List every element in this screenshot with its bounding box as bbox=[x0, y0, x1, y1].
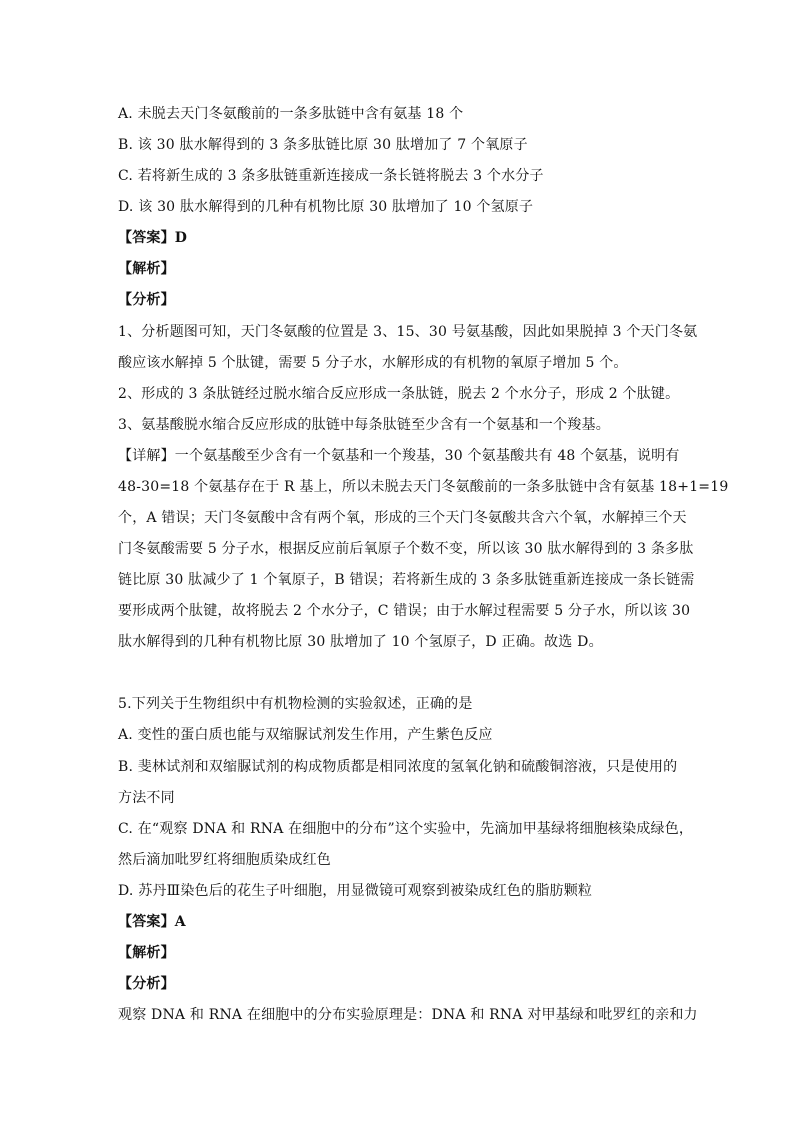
q5-option-b-line1: B. 斐林试剂和双缩脲试剂的构成物质都是相同浓度的氢氧化钠和硫酸铜溶液，只是使用的 bbox=[118, 759, 678, 775]
q5-option-d: D. 苏丹Ⅲ染色后的花生子叶细胞，用显微镜可观察到被染成红色的脂肪颗粒 bbox=[118, 883, 593, 899]
q5-analysis-heading: 【解析】 bbox=[118, 945, 175, 961]
q4-option-d: D. 该 30 肽水解得到的几种有机物比原 30 肽增加了 10 个氢原子 bbox=[118, 199, 534, 215]
q5-fenxi-heading: 【分析】 bbox=[118, 976, 175, 992]
q4-detail-2: 48-30=18 个氨基存在于 R 基上，所以未脱去天门冬氨酸前的一条多肽链中含有氨基 18+1=19 bbox=[118, 479, 729, 495]
q5-option-a: A. 变性的蛋白质也能与双缩脲试剂发生作用，产生紫色反应 bbox=[118, 727, 493, 743]
q4-answer: 【答案】D bbox=[118, 230, 188, 246]
q4-option-a: A. 未脱去天门冬氨酸前的一条多肽链中含有氨基 18 个 bbox=[118, 106, 464, 122]
q4-detail-3: 个，A 错误；天门冬氨酸中含有两个氧，形成的三个天门冬氨酸共含六个氧，水解掉三个天 bbox=[118, 510, 687, 526]
q4-option-c: C. 若将新生成的 3 条多肽链重新连接成一条长链将脱去 3 个水分子 bbox=[118, 168, 544, 184]
q5-option-b-line2: 方法不同 bbox=[118, 790, 175, 806]
q4-fenxi-1a: 1、分析题图可知，天门冬氨酸的位置是 3、15、30 号氨基酸，因此如果脱掉 3 个天门冬氨 bbox=[118, 324, 698, 340]
q5-option-c-line2: 然后滴加吡罗红将细胞质染成红色 bbox=[118, 852, 331, 868]
q5-answer: 【答案】A bbox=[118, 914, 186, 930]
q5-stem: 5.下列关于生物组织中有机物检测的实验叙述，正确的是 bbox=[118, 696, 473, 712]
q4-detail-4: 门冬氨酸需要 5 分子水，根据反应前后氧原子个数不变，所以该 30 肽水解得到的 3 条多肽 bbox=[118, 541, 694, 557]
q4-fenxi-2: 2、形成的 3 条肽链经过脱水缩合反应形成一条肽链，脱去 2 个水分子，形成 2 个肽键。 bbox=[118, 386, 680, 402]
q4-detail-7: 肽水解得到的几种有机物比原 30 肽增加了 10 个氢原子，D 正确。故选 D。 bbox=[118, 634, 603, 650]
q4-detail-6: 要形成两个肽键，故将脱去 2 个水分子，C 错误；由于水解过程需要 5 分子水，所以该 30 bbox=[118, 603, 691, 619]
q4-detail-1: 【详解】一个氨基酸至少含有一个氨基和一个羧基，30 个氨基酸共有 48 个氨基，说明有 bbox=[118, 448, 680, 464]
q4-option-b: B. 该 30 肽水解得到的 3 条多肽链比原 30 肽增加了 7 个氧原子 bbox=[118, 137, 528, 153]
q4-detail-5: 链比原 30 肽减少了 1 个氧原子，B 错误；若将新生成的 3 条多肽链重新连接成一条长链需 bbox=[118, 572, 695, 588]
q5-principle: 观察 DNA 和 RNA 在细胞中的分布实验原理是：DNA 和 RNA 对甲基绿和吡罗红的亲和力 bbox=[118, 1007, 698, 1023]
q4-fenxi-1b: 酸应该水解掉 5 个肽键，需要 5 分子水，水解形成的有机物的氧原子增加 5 个。 bbox=[118, 355, 628, 371]
q4-fenxi-3: 3、氨基酸脱水缩合反应形成的肽链中每条肽链至少含有一个氨基和一个羧基。 bbox=[118, 417, 610, 433]
q4-fenxi-heading: 【分析】 bbox=[118, 292, 175, 308]
q4-analysis-heading: 【解析】 bbox=[118, 261, 175, 277]
q5-option-c-line1: C. 在“观察 DNA 和 RNA 在细胞中的分布”这个实验中，先滴加甲基绿将细胞核染成绿色， bbox=[118, 821, 694, 837]
